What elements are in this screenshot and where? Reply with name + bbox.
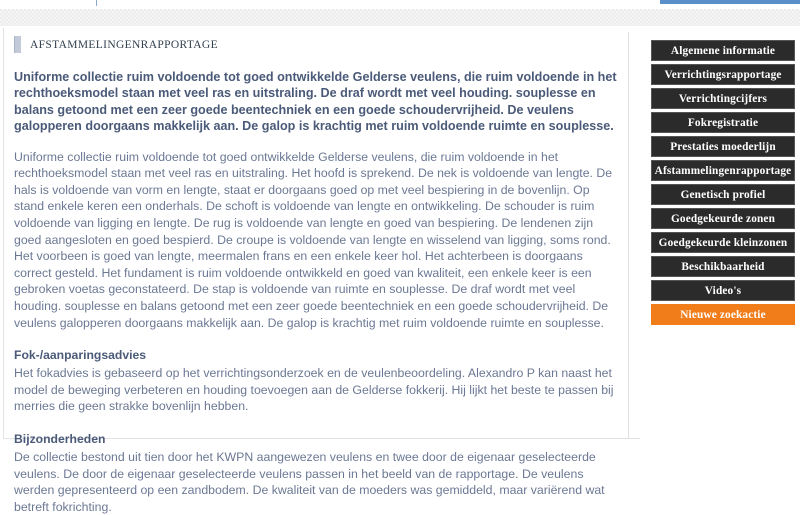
report-body-paragraph: Uniforme collectie ruim voldoende tot goed ontwikkelde Gelderse veulens, die ruim voldoende in het rechthoeksmodel staan met veel ras en uitstraling. Het hoofd is sprekend. De nek is voldoende van lengte. De hals is voldoende van vorm en lengte, staat er doorgaans goed op met veel bespiering in de bovenlijn. Op stand enkele keren een onderhals. De schoft is voldoende van lengte en ontwikkeling. De schouder is ruim voldoende van ligging en lengte. De rug is voldoende van lengte en goed van bespiering. De lendenen zijn goed aangesloten en goed bespierd. De croupe is voldoende van lengte en wisselend van ligging, soms rond. Het voorbeen is goed van lengte, meermalen frans en een enkele keer hol. Het achterbeen is doorgaans correct gesteld. Het fundament is ruim voldoende ontwikkeld en goed van kwaliteit, een enkele keer is een gebroken voetas geconstateerd. De stap is voldoende van ruimte en souplesse. De draf wordt met veel houding. souplesse en balans getoond met een zeer goede beentechniek en een goede schoudervrijheid. De veulens galopperen doorgaans makkelijk aan. De galop is krachtig met ruim voldoende ruimte en souplesse. <box>14 149 613 330</box>
section-heading: Bijzonderheden <box>14 431 106 446</box>
sidebar-item-nieuwe-zoekactie[interactable]: Nieuwe zoekactie <box>651 304 795 325</box>
page-left-border <box>3 28 4 438</box>
top-accent-bar <box>660 0 800 4</box>
sidebar-item-verrichtingsrapportage[interactable]: Verrichtingsrapportage <box>651 64 795 85</box>
sidebar-item-verrichtingcijfers[interactable]: Verrichtingcijfers <box>651 88 795 109</box>
report-content <box>14 28 624 515</box>
sidebar-item-genetisch-profiel[interactable]: Genetisch profiel <box>651 184 795 205</box>
page-title <box>14 36 624 53</box>
sidebar-item-afstammelingenrapportage[interactable]: Afstammelingenrapportage <box>651 160 795 181</box>
sidebar-item-goedgekeurde-zonen[interactable]: Goedgekeurde zonen <box>651 208 795 229</box>
section-particulars <box>14 432 614 515</box>
section-breeding-advice <box>14 348 614 415</box>
sidebar-item-video-s[interactable]: Video's <box>651 280 795 301</box>
address-bar-caret <box>96 0 97 6</box>
sidebar-nav <box>651 40 795 325</box>
sidebar-item-prestaties-moederlijn[interactable]: Prestaties moederlijn <box>651 136 795 157</box>
report-lead-paragraph: Uniforme collectie ruim voldoende tot goed ontwikkelde Gelderse veulens, die ruim voldoende in het rechthoeksmodel staan met veel ras en uitstraling. De draf wordt met veel houding. souplesse en balans getoond met een zeer goede beentechniek en een goede schoudervrijheid. De veulens galopperen doorgaans makkelijk aan. De galop is krachtig met ruim voldoende ruimte en souplesse. <box>14 70 617 134</box>
sidebar-item-algemene-informatie[interactable]: Algemene informatie <box>651 40 795 61</box>
page-body <box>0 28 800 514</box>
title-marker-icon <box>14 36 21 53</box>
content-sidebar-divider <box>628 32 629 438</box>
sidebar-item-beschikbaarheid[interactable]: Beschikbaarheid <box>651 256 795 277</box>
sidebar-item-fokregistratie[interactable]: Fokregistratie <box>651 112 795 133</box>
section-body-text: De collectie bestond uit tien door het KWPN aangewezen veulens en twee door de eigenaar geselecteerde veulens. De door de eigenaar geselecteerde veulens passen in het beeld van de rapportage. De veulens werden gepresenteerd op een zandbodem. De kwaliteit van de moeders was gemiddeld, maar variërend wat betreft fokrichting. <box>14 449 605 514</box>
section-body-text: Het fokadvies is gebaseerd op het verrichtingsonderzoek en de veulenbeoordeling. Alexandro P kan naast het model de beweging verbeteren en houding toevoegen aan de Gelderse fokkerij. Hij lijkt het beste te passen bij merries die geen strakke bovenlijn hebben. <box>14 366 614 414</box>
browser-top-chrome <box>0 0 800 28</box>
toolbar-texture-band <box>0 9 800 26</box>
sidebar-item-goedgekeurde-kleinzonen[interactable]: Goedgekeurde kleinzonen <box>651 232 795 253</box>
report-title-text: AFSTAMMELINGENRAPPORTAGE <box>30 38 218 51</box>
section-heading: Fok-/aanparingsadvies <box>14 348 147 363</box>
